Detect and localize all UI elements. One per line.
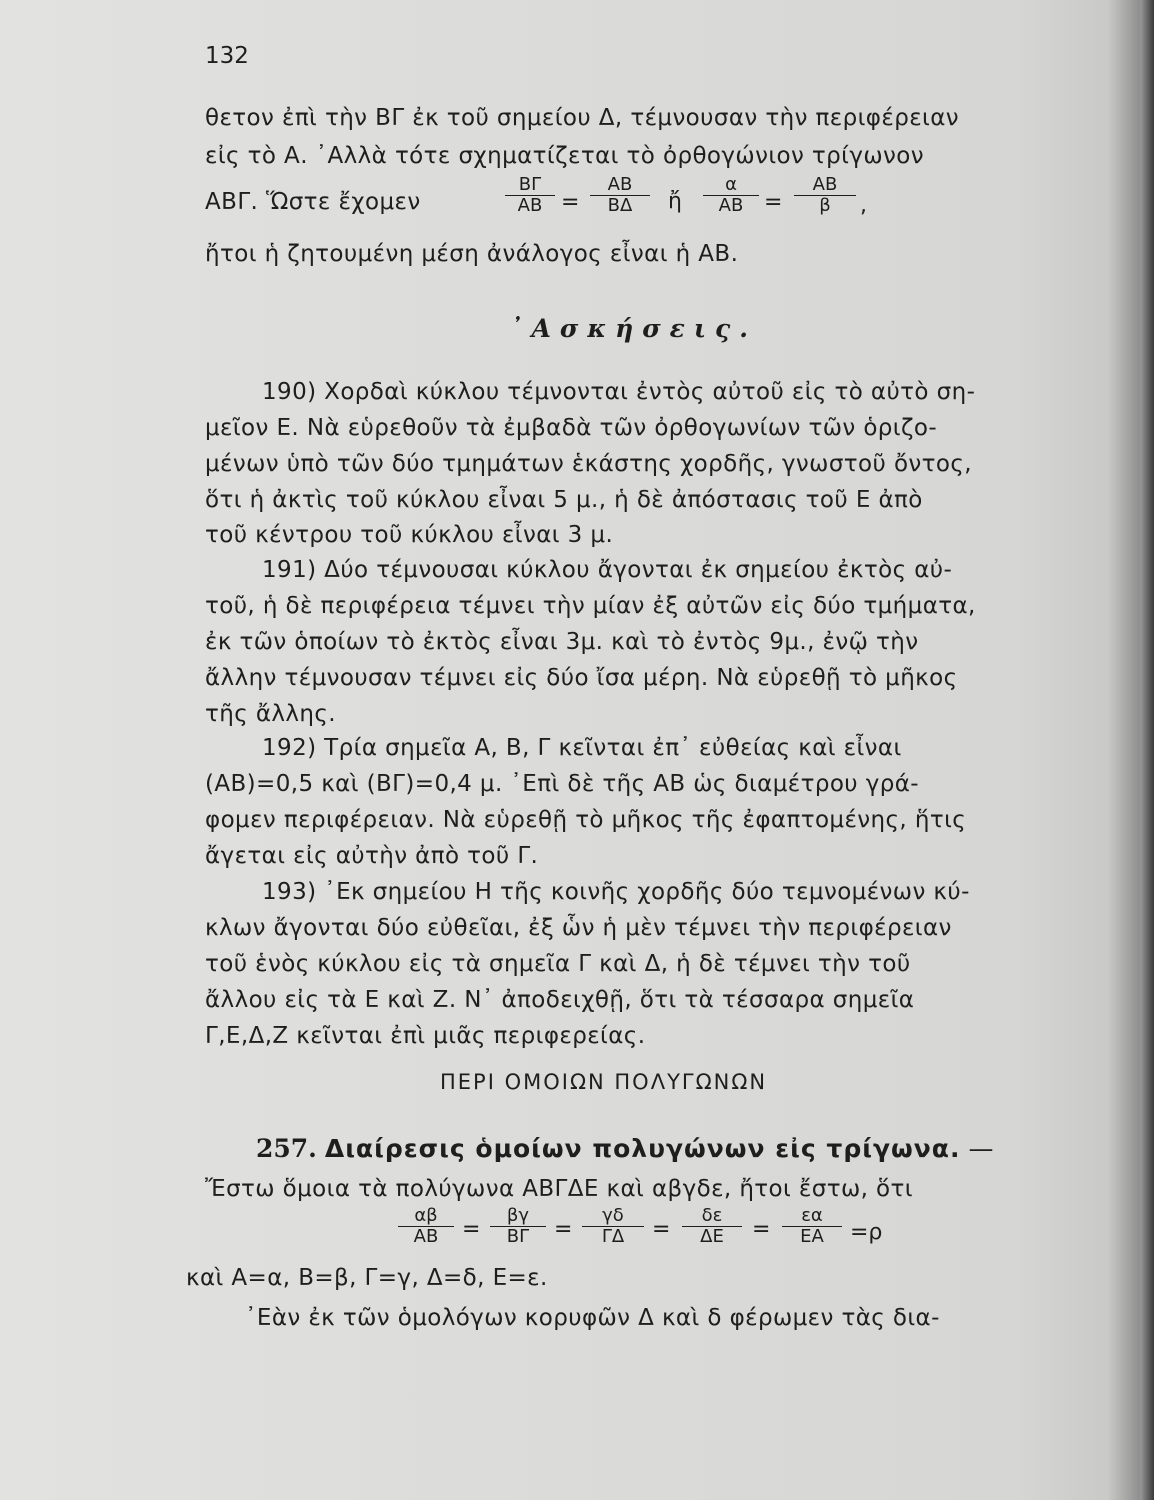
page-number: 132 xyxy=(205,43,249,69)
fraction-denominator: ΑΒ xyxy=(703,195,759,216)
fraction-numerator: ΒΓ xyxy=(518,174,542,195)
exercise-line: κλων ἄγονται δύο εὐθεῖαι, ἐξ ὧν ἡ μὲν τέμνει τὴν περιφέρειαν xyxy=(205,915,952,941)
fraction-denominator: β xyxy=(794,195,856,216)
fraction-denominator: ΕΑ xyxy=(782,1226,842,1247)
exercise-line: 192) Τρία σημεῖα Α, Β, Γ κεῖνται ἐπ᾿ εὐθείας καὶ εἶναι xyxy=(262,735,902,761)
fraction xyxy=(582,1206,644,1247)
fraction-denominator: ΑΒ xyxy=(398,1226,454,1247)
exercise-line: μένων ὑπὸ τῶν δύο τμημάτων ἑκάστης χορδῆς, γνωστοῦ ὄντος, xyxy=(205,451,972,477)
section-257-heading xyxy=(256,1134,993,1164)
or-word: ἤ xyxy=(668,189,682,214)
exercise-line: τῆς ἄλλης. xyxy=(205,701,337,727)
equals-sign: = xyxy=(554,1217,573,1242)
exercise-line: Γ,Ε,Δ,Ζ κεῖνται ἐπὶ μιᾶς περιφερείας. xyxy=(205,1023,646,1049)
section-heading: ΠΕΡΙ ΟΜΟΙΩΝ ΠΟΛΥΓΩΝΩΝ xyxy=(440,1070,768,1094)
fraction xyxy=(398,1206,454,1247)
text-line: Ἔστω ὅμοια τὰ πολύγωνα ΑΒΓΔΕ καὶ αβγδε, ἤτοι ἔστω, ὅτι xyxy=(205,1176,913,1202)
exercise-line: τοῦ ἑνὸς κύκλου εἰς τὰ σημεῖα Γ καὶ Δ, ἡ δὲ τέμνει τὴν τοῦ xyxy=(205,951,911,977)
fraction xyxy=(782,1206,842,1247)
equals-sign: = xyxy=(561,190,580,215)
fraction-numerator: εα xyxy=(801,1205,823,1226)
exercise-line: 190) Χορδαὶ κύκλου τέμνονται ἐντὸς αὐτοῦ εἰς τὸ αὐτὸ ση- xyxy=(262,379,976,405)
exercise-line: ἄλλην τέμνουσαν τέμνει εἰς δύο ἴσα μέρη. Νὰ εὑρεθῇ τὸ μῆκος xyxy=(205,665,958,691)
fraction xyxy=(590,175,650,216)
exercise-line: (ΑΒ)=0,5 καὶ (ΒΓ)=0,4 μ. ᾿Επὶ δὲ τῆς ΑΒ ὡς διαμέτρου γρά- xyxy=(205,771,919,797)
exercise-line: ἄγεται εἰς αὐτὴν ἀπὸ τοῦ Γ. xyxy=(205,843,539,869)
text-line: καὶ Α=α, Β=β, Γ=γ, Δ=δ, Ε=ε. xyxy=(186,1265,548,1291)
fraction-numerator: γδ xyxy=(602,1205,624,1226)
page-edge-shadow xyxy=(1140,0,1154,1500)
exercises-heading: ᾿Ασκήσεις. xyxy=(510,314,757,343)
equals-sign: = xyxy=(652,1217,671,1242)
exercise-line: ἄλλου εἰς τὰ Ε καὶ Ζ. Ν᾿ ἀποδειχθῇ, ὅτι τὰ τέσσαρα σημεῖα xyxy=(205,987,915,1013)
equals-rho: =ρ xyxy=(850,1220,883,1245)
equals-sign: = xyxy=(752,1217,771,1242)
fraction-numerator: βγ xyxy=(506,1205,530,1226)
exercise-line: φομεν περιφέρειαν. Νὰ εὑρεθῇ τὸ μῆκος τῆς ἐφαπτομένης, ἥτις xyxy=(205,807,967,833)
text-line: θετον ἐπὶ τὴν ΒΓ ἐκ τοῦ σημείου Δ, τέμνουσαν τὴν περιφέρειαν xyxy=(205,105,960,131)
exercise-line: μεῖον Ε. Νὰ εὑρεθοῦν τὰ ἐμβαδὰ τῶν ὀρθογωνίων τῶν ὁριζο- xyxy=(205,415,938,441)
exercise-line: ὅτι ἡ ἀκτὶς τοῦ κύκλου εἶναι 5 μ., ἡ δὲ ἀπόστασις τοῦ Ε ἀπὸ xyxy=(205,487,923,513)
fraction-denominator: ΒΓ xyxy=(490,1226,546,1247)
fraction xyxy=(490,1206,546,1247)
section-title: Διαίρεσις ὁμοίων πολυγώνων εἰς τρίγωνα. xyxy=(324,1134,961,1163)
fraction-denominator: ΒΔ xyxy=(590,195,650,216)
fraction-numerator: αβ xyxy=(414,1205,438,1226)
text-line: ᾿Εὰν ἐκ τῶν ὁμολόγων κορυφῶν Δ καὶ δ φέρωμεν τὰς δια- xyxy=(245,1305,940,1331)
fraction-denominator: ΔΕ xyxy=(682,1226,742,1247)
section-number: 257. xyxy=(256,1134,317,1163)
exercise-line: 193) ᾿Εκ σημείου Η τῆς κοινῆς χορδῆς δύο τεμνομένων κύ- xyxy=(262,879,970,905)
text-line: ἤτοι ἡ ζητουμένη μέση ἀνάλογος εἶναι ἡ ΑΒ. xyxy=(205,241,739,267)
equals-sign: = xyxy=(764,190,783,215)
fraction xyxy=(703,175,759,216)
exercise-line: τοῦ κέντρου τοῦ κύκλου εἶναι 3 μ. xyxy=(205,522,614,548)
equals-sign: = xyxy=(462,1217,481,1242)
comma: , xyxy=(860,193,867,218)
exercise-line: 191) Δύο τέμνουσαι κύκλου ἄγονται ἐκ σημείου ἐκτὸς αὐ- xyxy=(262,557,953,583)
fraction xyxy=(682,1206,742,1247)
fraction-denominator: ΑΒ xyxy=(505,195,555,216)
fraction-denominator: ΓΔ xyxy=(582,1226,644,1247)
exercise-line: τοῦ, ἡ δὲ περιφέρεια τέμνει τὴν μίαν ἐξ αὐτῶν εἰς δύο τμήματα, xyxy=(205,593,976,619)
fraction-numerator: ΑΒ xyxy=(607,174,633,195)
text-line: εἰς τὸ Α. ᾿Αλλὰ τότε σχηματίζεται τὸ ὀρθογώνιον τρίγωνον xyxy=(205,143,925,169)
fraction-numerator: α xyxy=(725,174,737,195)
fraction xyxy=(794,175,856,216)
fraction xyxy=(505,175,555,216)
text-line: ΑΒΓ. Ὥστε ἔχομεν xyxy=(205,189,421,215)
dash: — xyxy=(968,1134,994,1163)
fraction-numerator: δε xyxy=(701,1205,723,1226)
exercise-line: ἐκ τῶν ὁποίων τὸ ἐκτὸς εἶναι 3μ. καὶ τὸ ἐντὸς 9μ., ἐνῷ τὴν xyxy=(205,629,919,655)
fraction-numerator: ΑΒ xyxy=(812,174,838,195)
